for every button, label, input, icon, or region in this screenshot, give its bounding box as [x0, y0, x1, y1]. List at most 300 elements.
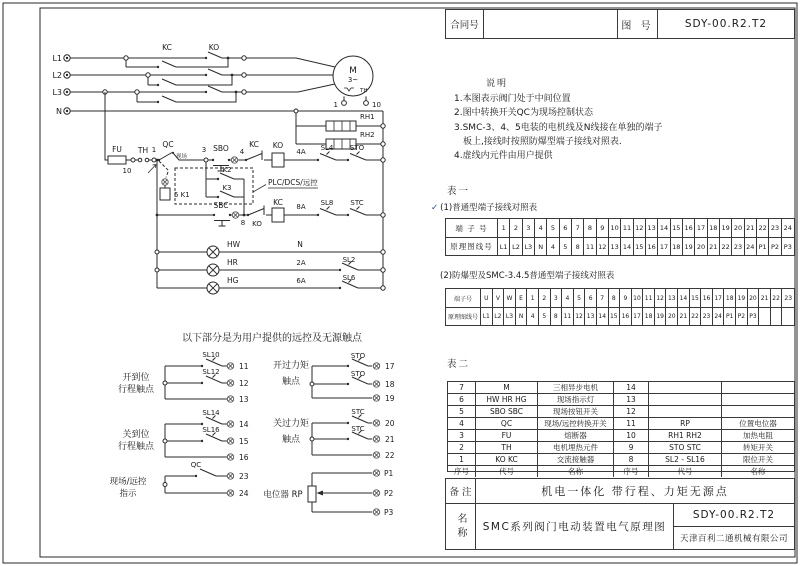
- cell: [722, 382, 794, 393]
- label-sl4: SL4: [320, 144, 334, 152]
- terminal-row-header: 端子号: [446, 289, 481, 307]
- cell: P2: [736, 308, 748, 325]
- table-row: [446, 219, 794, 237]
- cell: N: [516, 308, 528, 325]
- cell: [782, 308, 794, 325]
- note-line: 3.SMC-3、4、5电装的电机线及N线接在单独的端子: [454, 122, 663, 133]
- cell: 23: [732, 238, 744, 255]
- company-name: 天津百利二通机械有限公司: [679, 534, 788, 544]
- cell: 18: [643, 308, 655, 325]
- label-pot: 电位器 RP: [263, 490, 303, 500]
- label-10: 10: [122, 167, 132, 175]
- cell: W: [504, 289, 516, 307]
- label-sl12: SL12: [202, 368, 220, 376]
- cell: 3: [523, 219, 535, 237]
- cell: 17: [713, 289, 725, 307]
- cell: 18: [671, 238, 683, 255]
- cell: 8: [609, 289, 621, 307]
- label-8: 8: [240, 219, 246, 227]
- cell: 20: [748, 289, 760, 307]
- cell: 位置电位器: [739, 419, 777, 428]
- qc-switch-arm: [159, 153, 172, 161]
- table-row: [448, 405, 794, 417]
- cell: 18: [724, 289, 736, 307]
- cell: [649, 382, 722, 393]
- table-row: [448, 382, 794, 393]
- cell: 1: [448, 454, 476, 465]
- stc-contact: [350, 207, 366, 216]
- cell: 15: [671, 219, 683, 237]
- cell: QC: [476, 418, 538, 429]
- cell: 19: [655, 308, 667, 325]
- cell: 11: [614, 418, 649, 429]
- cell: 12: [574, 308, 586, 325]
- cell: [722, 394, 794, 405]
- label-open-pos: 开到位: [122, 373, 150, 383]
- label-local: 现场: [176, 154, 188, 160]
- cell: 4: [448, 418, 476, 429]
- label-4a: 4A: [296, 148, 306, 156]
- table-row: [448, 465, 794, 477]
- cell: [649, 394, 722, 405]
- cell: 4: [527, 308, 539, 325]
- cell: 15: [609, 308, 621, 325]
- title-block: [445, 478, 795, 550]
- cell: 20: [666, 308, 678, 325]
- cell: 5: [448, 406, 476, 417]
- cell: 现场按钮开关: [538, 406, 614, 417]
- label-sto2: STO: [350, 352, 366, 360]
- cell: 9: [614, 442, 649, 453]
- drawing-no-value: SDY-00.R2.T2: [684, 18, 768, 30]
- label-t14: 14: [239, 420, 249, 429]
- kc-nc-contact: [246, 151, 262, 161]
- cell: P2: [769, 238, 781, 255]
- cell: 11: [621, 219, 633, 237]
- table1-sub1-text: (1)普通型端子接线对照表: [440, 203, 538, 213]
- drawing-number: SDY-00.R2.T2: [674, 504, 794, 527]
- table1-caption: 表一: [447, 186, 471, 197]
- phase-terminals: [64, 55, 70, 114]
- cell: 代号: [649, 466, 722, 477]
- k1-coil: [160, 188, 170, 200]
- label-kc2: KC: [249, 140, 259, 149]
- label-t12: 12: [239, 379, 249, 388]
- label-sl6: SL6: [342, 274, 356, 282]
- remote-control-box: [160, 162, 318, 216]
- cell: 5: [574, 289, 586, 307]
- ko-coil: [272, 153, 284, 167]
- local-remote-contacts: [110, 461, 249, 499]
- label-p1: P1: [384, 469, 394, 478]
- label-t21: 21: [385, 435, 395, 444]
- cell: 现场/远控转换开关: [538, 418, 614, 429]
- label-sbc: SBC: [213, 201, 229, 210]
- cell: 现场指示灯: [538, 394, 614, 405]
- label-k1: 5 K1: [174, 191, 190, 199]
- cell: 14: [621, 238, 633, 255]
- check-icon: ✓: [431, 203, 439, 213]
- table1-sub1: [431, 201, 537, 213]
- terminal-table-standard: [445, 218, 795, 256]
- table-row: [446, 237, 794, 255]
- cell: E: [516, 289, 528, 307]
- cell: 2: [539, 289, 551, 307]
- cell: 三相异步电机: [538, 382, 614, 393]
- cell: 24: [713, 308, 725, 325]
- cell: 14: [658, 219, 670, 237]
- cell: 名称: [538, 466, 614, 477]
- cell: [771, 308, 783, 325]
- table2-caption: 表二: [447, 359, 471, 370]
- cell: 8: [572, 238, 584, 255]
- cell: 2: [510, 219, 522, 237]
- cell: P1: [757, 238, 769, 255]
- note-line: 2.图中转换开关QC为现场控制状态: [454, 108, 593, 119]
- label-contact2: 触点: [281, 435, 301, 445]
- label-hw: HW: [227, 240, 241, 249]
- label-hg: HG: [227, 276, 239, 285]
- terminal-row-header: 端 子 号: [446, 219, 498, 237]
- label-sl2: SL2: [342, 256, 356, 264]
- label-t20: 20: [385, 419, 395, 428]
- motor-th: TH: [360, 88, 368, 94]
- cell: 名称: [750, 467, 766, 476]
- terminal-cells: [498, 219, 794, 237]
- table1-sub2: (2)防爆型及SMC-3.4.5普通型端子接线对照表: [440, 271, 615, 281]
- cell: 13: [614, 394, 649, 405]
- cell: 8: [551, 308, 563, 325]
- note-line: 板上,接线时按照防爆型端子接线对照表.: [463, 136, 622, 147]
- cell: 22: [720, 238, 732, 255]
- label-k2: K2: [222, 166, 232, 174]
- cell: 20: [695, 238, 707, 255]
- cell: 16: [683, 219, 695, 237]
- title-strip: [445, 9, 795, 39]
- cell: 5: [547, 219, 559, 237]
- user-contacts-note: 以下部分是为用户提供的远控及无源触点: [182, 333, 362, 344]
- heater-circuit: [294, 109, 385, 288]
- label-travel1: 行程触点: [117, 385, 155, 395]
- name-label: 名称: [446, 504, 476, 549]
- sl4-contact: [320, 152, 336, 161]
- label-stc: STC: [350, 199, 364, 207]
- label-1: 1: [151, 146, 157, 154]
- ko-nc-contact: [248, 206, 264, 216]
- terminal-table-explosionproof: [445, 288, 795, 326]
- cell: RP: [649, 418, 722, 429]
- close-travel-contacts: [118, 409, 249, 462]
- cell: SL2 - SL16: [649, 454, 722, 465]
- label-sl16: SL16: [202, 426, 220, 434]
- label-4: 4: [239, 148, 245, 156]
- cell: 19: [720, 219, 732, 237]
- cell: RH1 RH2: [649, 430, 722, 441]
- cell: L2: [493, 308, 505, 325]
- cell: 16: [620, 308, 632, 325]
- wire-row-header: 原理图线号: [446, 238, 498, 255]
- table-row: [446, 289, 794, 307]
- indicator-lamps: [155, 240, 385, 294]
- label-rh1: RH1: [360, 113, 375, 121]
- label-qc: QC: [162, 140, 174, 149]
- drawing-title: SMC系列阀门电动装置电气原理图: [476, 504, 674, 549]
- label-t16: 16: [239, 453, 249, 462]
- cell: [722, 406, 794, 417]
- cell: 9: [597, 219, 609, 237]
- cell: 熔断器: [538, 430, 614, 441]
- cell: 6: [585, 289, 597, 307]
- cell: 7: [597, 289, 609, 307]
- drawing-no-label: 图 号: [618, 10, 658, 38]
- label-stc2: STC: [351, 408, 365, 416]
- cell: 代号: [476, 466, 538, 477]
- component-table: [447, 381, 795, 476]
- contract-no-value: [484, 10, 618, 38]
- fuse-symbol: [108, 156, 126, 164]
- label-p3: P3: [384, 508, 394, 517]
- sbc-pushbutton: [214, 221, 230, 227]
- cell: 15: [690, 289, 702, 307]
- cell: 交流接触器: [538, 454, 614, 465]
- cell: 22: [690, 308, 702, 325]
- cell: U: [481, 289, 493, 307]
- cell: STO STC: [649, 442, 722, 453]
- kc-coil: [272, 208, 284, 222]
- label-ko-coil: KO: [272, 141, 284, 150]
- cell: 3: [551, 289, 563, 307]
- notes-block: [454, 77, 784, 163]
- wire-cells: [481, 308, 794, 325]
- cell: 10: [609, 219, 621, 237]
- cell: L3: [523, 238, 535, 255]
- label-close-tq: 关过力矩: [272, 419, 310, 429]
- label-t24: 24: [239, 489, 249, 498]
- cell: 1: [527, 289, 539, 307]
- label-l1: L1: [52, 54, 62, 63]
- cell: 4: [535, 219, 547, 237]
- label-sl14: SL14: [202, 409, 220, 417]
- cell: 序号: [448, 466, 476, 477]
- cell: L2: [510, 238, 522, 255]
- label-hr: HR: [227, 258, 238, 267]
- label-contact1: 触点: [281, 377, 301, 387]
- cell: P3: [748, 308, 760, 325]
- cell: [759, 308, 771, 325]
- label-n: N: [56, 107, 62, 116]
- cell: 6: [560, 219, 572, 237]
- wire-cells: [498, 238, 794, 255]
- cell: 11: [562, 308, 574, 325]
- cell: 19: [683, 238, 695, 255]
- cell: N: [535, 238, 547, 255]
- terminal-cells: [481, 289, 794, 307]
- label-l3: L3: [52, 88, 62, 97]
- label-loc-rem: 现场/远控: [109, 477, 147, 487]
- cell: SBO SBC: [476, 406, 538, 417]
- table-row: [446, 307, 794, 325]
- table-row: [448, 453, 794, 465]
- label-fu: FU: [112, 145, 122, 154]
- label-rh2: RH2: [360, 131, 375, 139]
- table-row: [448, 393, 794, 405]
- label-t17: 17: [385, 362, 395, 371]
- motor: [333, 56, 381, 109]
- label-stc3: STC: [351, 425, 365, 433]
- cell: 16: [701, 289, 713, 307]
- label-8a: 8A: [296, 203, 306, 211]
- cell: FU: [476, 430, 538, 441]
- cell: 16: [646, 238, 658, 255]
- open-torque-contacts: [273, 352, 395, 403]
- label-n2: N: [297, 240, 303, 249]
- cell: 11: [584, 238, 596, 255]
- cell: 4: [562, 289, 574, 307]
- cell: 10: [632, 289, 644, 307]
- table-row: [448, 417, 794, 429]
- label-kc-coil: KC: [273, 198, 283, 207]
- cell: 7: [448, 382, 476, 393]
- label-t22: 22: [385, 451, 395, 460]
- label-3: 3: [201, 146, 207, 154]
- label-sbo: SBO: [213, 144, 229, 153]
- label-t15: 15: [239, 437, 249, 446]
- close-torque-contacts: [273, 408, 395, 460]
- cell: 5: [560, 238, 572, 255]
- cell: 23: [701, 308, 713, 325]
- cell: [649, 406, 722, 417]
- label-th: TH: [137, 146, 149, 155]
- cell: 电机埋热元件: [538, 442, 614, 453]
- cell: 21: [745, 219, 757, 237]
- note-line: 1.本图表示阀门处于中间位置: [454, 94, 571, 105]
- cell: 24: [783, 224, 792, 232]
- cell: 19: [736, 289, 748, 307]
- cell: 3: [448, 430, 476, 441]
- cell: 12: [634, 219, 646, 237]
- cell: 12: [597, 238, 609, 255]
- sl8-contact: [320, 207, 336, 216]
- cell: 1: [498, 219, 510, 237]
- cell: 限位开关: [743, 455, 773, 464]
- remark-label: 备 注: [446, 479, 476, 503]
- cell: 4: [547, 238, 559, 255]
- label-t11: 11: [239, 362, 249, 371]
- cell: 8: [584, 219, 596, 237]
- motor-m: M: [349, 66, 357, 76]
- open-travel-contacts: [118, 351, 249, 404]
- cell: 21: [678, 308, 690, 325]
- cell: 13: [585, 308, 597, 325]
- label-ko: KO: [208, 43, 220, 52]
- cell: P1: [724, 308, 736, 325]
- cell: 24: [745, 238, 757, 255]
- note-line: 4.虚线内元件由用户提供: [454, 151, 553, 162]
- cell: 12: [655, 289, 667, 307]
- cell: 21: [708, 238, 720, 255]
- cell: 14: [678, 289, 690, 307]
- cell: L1: [498, 238, 510, 255]
- label-t18: 18: [385, 380, 395, 389]
- label-sl10: SL10: [202, 351, 220, 359]
- cell: 14: [597, 308, 609, 325]
- cell: 15: [634, 238, 646, 255]
- label-sto: STO: [349, 144, 365, 152]
- cell: 21: [759, 289, 771, 307]
- cell: 17: [632, 308, 644, 325]
- cell: 7: [572, 219, 584, 237]
- cell: 14: [614, 382, 649, 393]
- cell: 13: [646, 219, 658, 237]
- cell: 11: [643, 289, 655, 307]
- label-sl8: SL8: [320, 199, 334, 207]
- motor-terminal-10: 10: [372, 101, 381, 109]
- label-sto3: STO: [350, 370, 366, 378]
- motor-phase: 3~: [347, 76, 359, 84]
- cell: 23: [784, 294, 793, 302]
- label-kc: KC: [162, 43, 172, 52]
- cell: HW HR HG: [476, 394, 538, 405]
- cell: M: [476, 382, 538, 393]
- table-row: [448, 429, 794, 441]
- cell: 2: [448, 442, 476, 453]
- cell: KO KC: [476, 454, 538, 465]
- label-l2: L2: [52, 71, 62, 80]
- label-p2: P2: [384, 489, 394, 498]
- label-ko2: KO: [252, 220, 262, 228]
- label-k3: K3: [222, 184, 232, 192]
- label-t23: 23: [239, 472, 249, 481]
- contract-no-label: 合同号: [446, 10, 484, 38]
- label-close-pos: 关到位: [122, 430, 150, 440]
- potentiometer: [263, 469, 393, 517]
- cell: 10: [614, 430, 649, 441]
- label-t19: 19: [385, 394, 395, 403]
- cell: 8: [614, 454, 649, 465]
- cell: 9: [620, 289, 632, 307]
- label-6a: 6A: [296, 277, 306, 285]
- cell: 序号: [614, 466, 649, 477]
- cell: 6: [448, 394, 476, 405]
- label-t13: 13: [239, 395, 249, 404]
- label-plc: PLC/DCS/远控: [268, 178, 318, 187]
- cell: V: [493, 289, 505, 307]
- cell: 12: [614, 406, 649, 417]
- label-open-tq: 开过力矩: [272, 361, 310, 371]
- cell: 转矩开关: [743, 443, 773, 452]
- cell: 18: [708, 219, 720, 237]
- cell: L3: [504, 308, 516, 325]
- cell: 加热电阻: [743, 431, 773, 440]
- cell: 22: [757, 219, 769, 237]
- label-travel2: 行程触点: [117, 442, 155, 452]
- name-row: [446, 504, 794, 549]
- remark-text: 机电一体化 带行程、力矩无源点: [541, 485, 729, 498]
- cell: 22: [771, 289, 783, 307]
- cell: 20: [732, 219, 744, 237]
- drawing-id-cell: [674, 504, 794, 549]
- cell: 13: [666, 289, 678, 307]
- cell: 17: [695, 219, 707, 237]
- cell: 13: [609, 238, 621, 255]
- label-qc3: QC: [190, 461, 202, 469]
- cell: TH: [476, 442, 538, 453]
- cell: P3: [783, 242, 792, 251]
- sto-contact: [350, 152, 366, 161]
- cell: L1: [481, 308, 493, 325]
- label-2a: 2A: [296, 259, 306, 267]
- cell: 23: [769, 219, 781, 237]
